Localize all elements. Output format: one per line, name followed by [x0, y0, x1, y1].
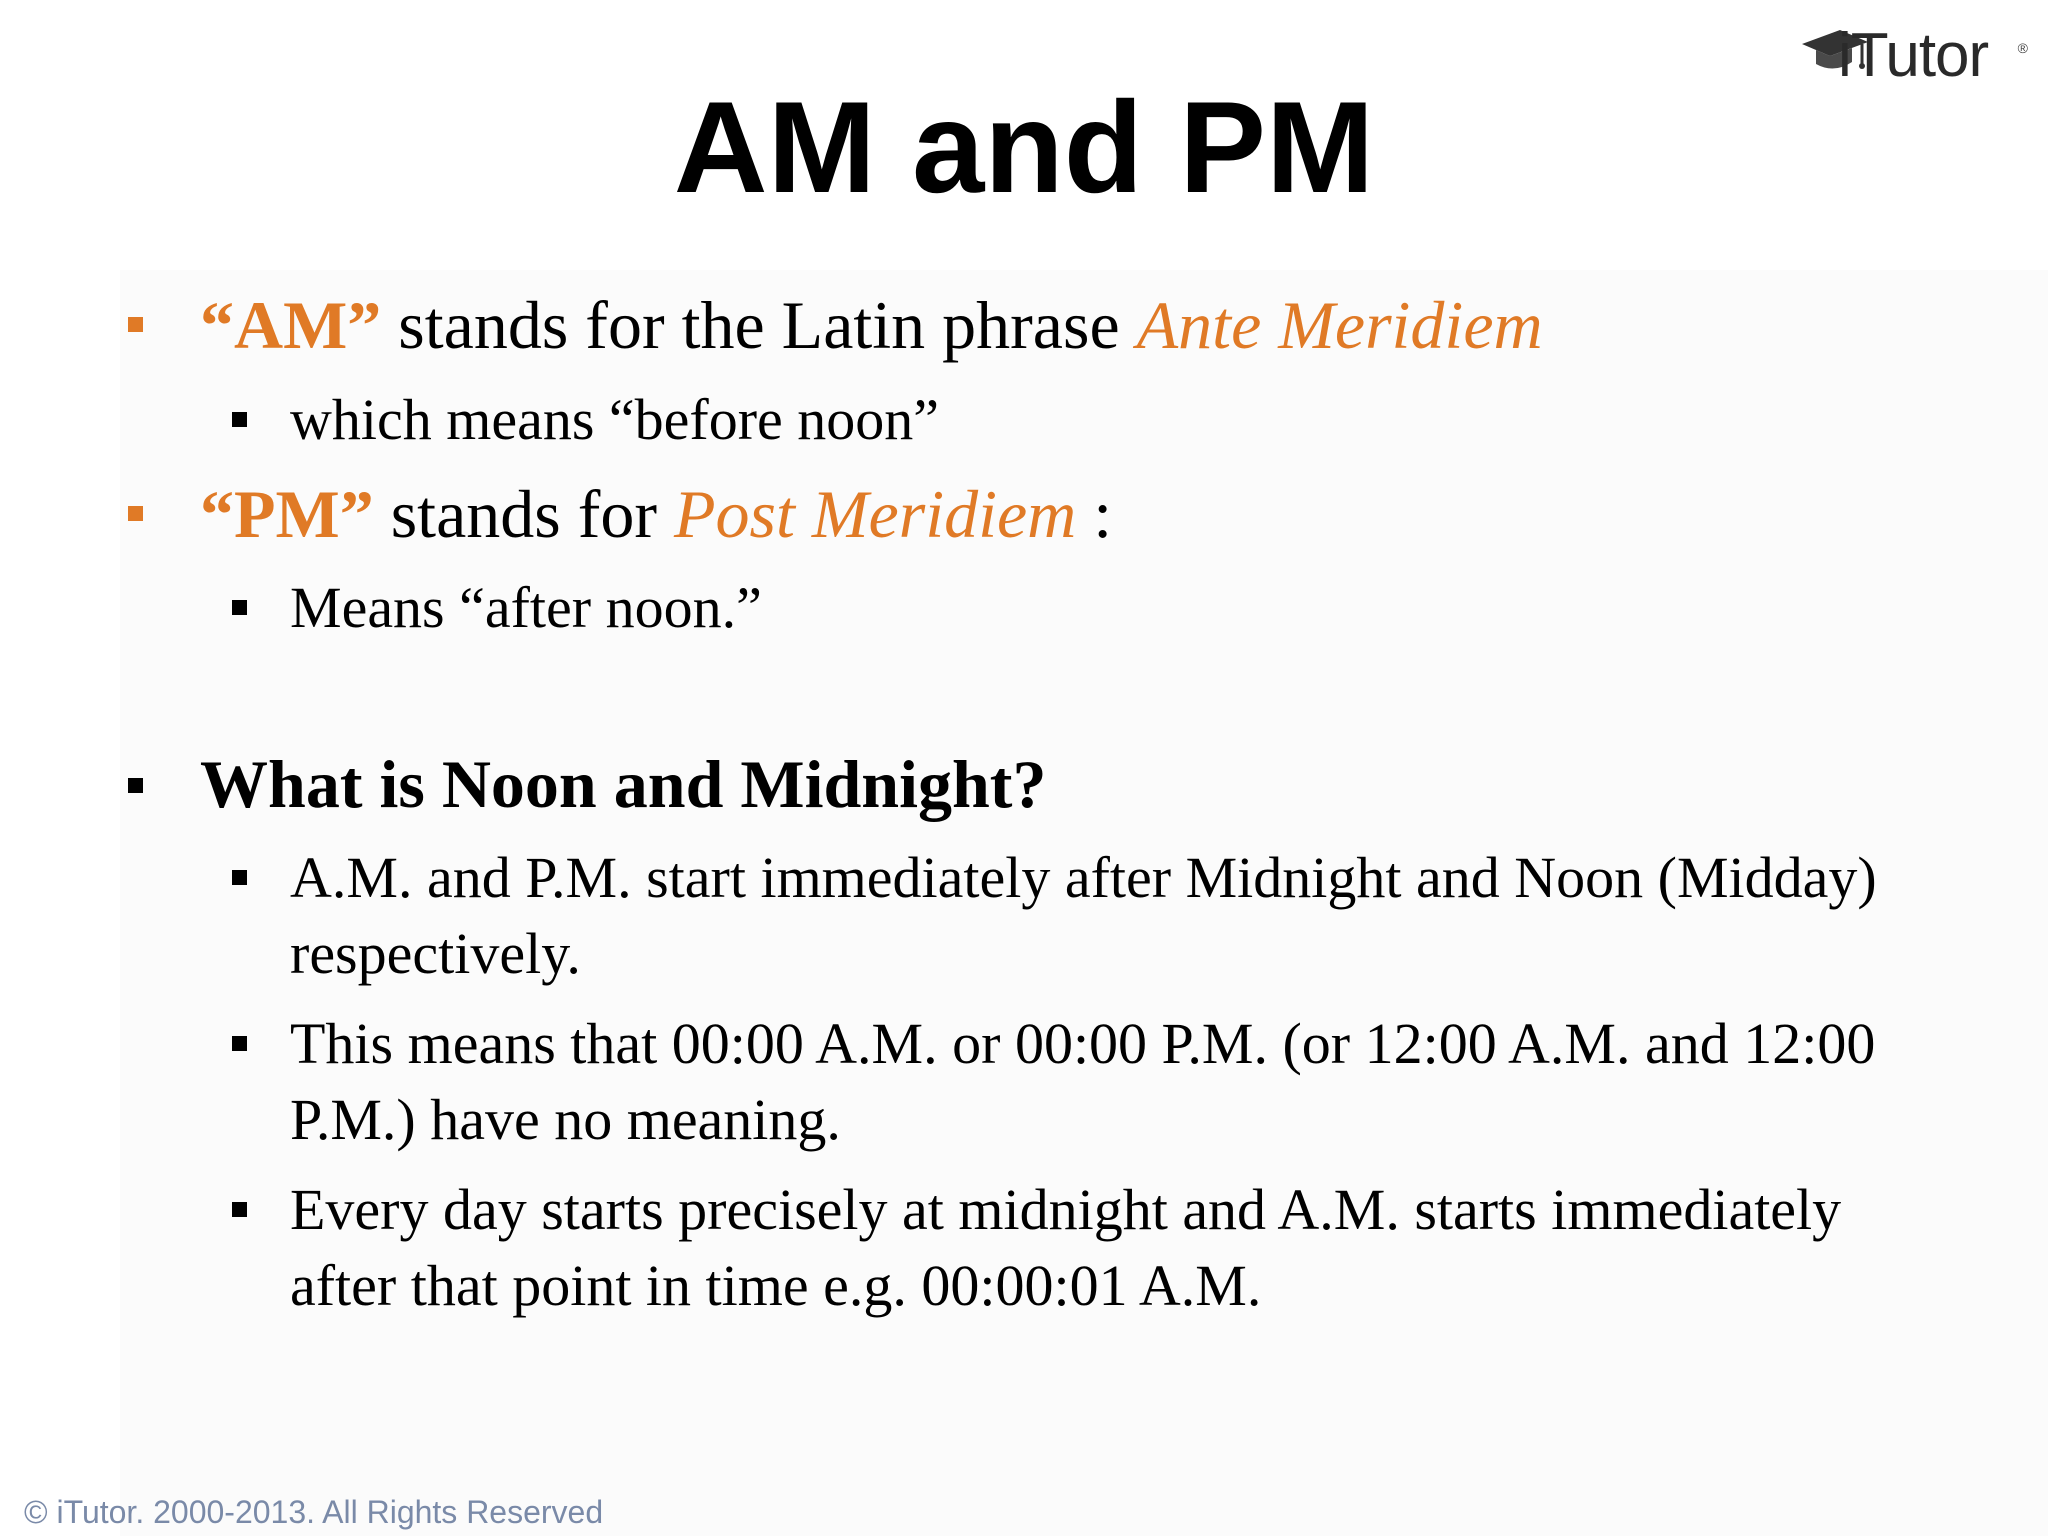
black-bullet-icon — [232, 1036, 247, 1051]
bullet-pm-text — [200, 474, 1112, 554]
pm-term: “PM” — [200, 476, 374, 552]
pm-phrase: Post Meridiem — [674, 476, 1077, 552]
pm-suffix: : — [1076, 476, 1113, 552]
orange-bullet-icon — [128, 506, 143, 521]
black-bullet-icon — [232, 412, 247, 427]
black-bullet-icon — [232, 1202, 247, 1217]
am-text: stands for the Latin phrase — [381, 287, 1137, 363]
question-item-text: Every day starts precisely at midnight and A.M. starts immediately after that point in time e.g. 00:00:01 A.M. — [290, 1177, 1842, 1318]
copyright-footer: © iTutor. 2000-2013. All Rights Reserved — [24, 1494, 604, 1530]
bullet-am-text — [200, 285, 1543, 365]
am-sub-text: which means “before noon” — [290, 387, 940, 452]
logo-text: iTutor — [1838, 21, 1989, 90]
am-phrase: Ante Meridiem — [1136, 287, 1543, 363]
orange-bullet-icon — [128, 317, 143, 332]
slide-title: AM and PM — [673, 74, 1375, 220]
question-item-text: A.M. and P.M. start immediately after Midnight and Noon (Midday) respectively. — [290, 845, 1877, 986]
black-bullet-icon — [232, 870, 247, 885]
black-bullet-icon — [128, 778, 143, 793]
am-term: “AM” — [200, 287, 382, 363]
question-heading: What is Noon and Midnight? — [200, 746, 1047, 822]
black-bullet-icon — [232, 600, 247, 615]
pm-sub-text: Means “after noon.” — [290, 575, 762, 640]
registered-mark: ® — [2017, 40, 2028, 56]
pm-text: stands for — [373, 476, 675, 552]
question-item-text: This means that 00:00 A.M. or 00:00 P.M. (or 12:00 A.M. and 12:00 P.M.) have no meaning. — [290, 1011, 1876, 1152]
